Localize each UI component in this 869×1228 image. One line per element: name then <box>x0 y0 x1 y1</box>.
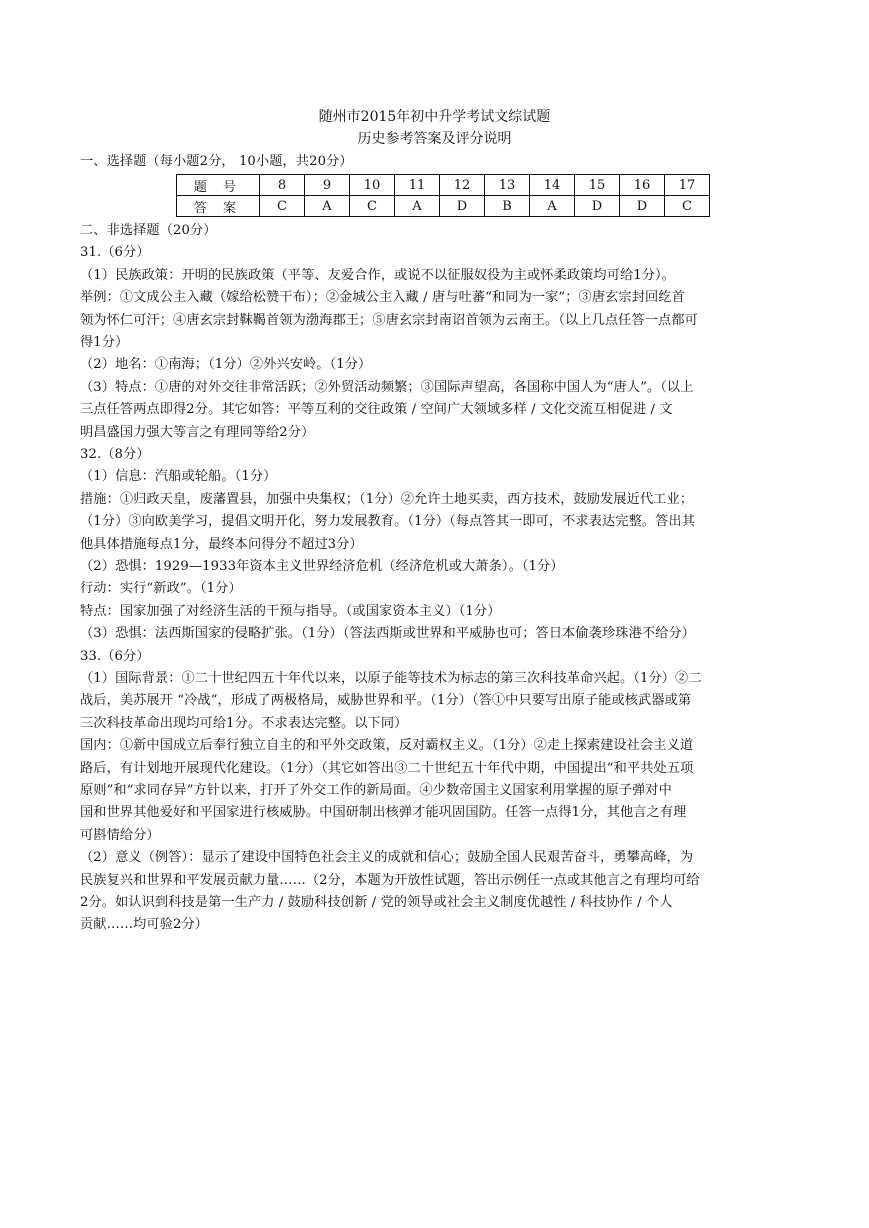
text-line: （2）地名：①南海；（1分）②外兴安岭。（1分） <box>80 357 372 373</box>
answer-table <box>176 174 710 217</box>
text-line: （1）民族政策：开明的民族政策（平等、友爱合作，或说不以征服奴役为主或怀柔政策均可给1分）。 <box>80 267 676 283</box>
text-line: 民族复兴和世界和平发展贡献力量……（2分，本题为开放性试题，答出示例任一点或其他言之有理均可给 <box>80 872 700 888</box>
table-cell: 15 <box>575 175 620 196</box>
table-cell: 12 <box>440 175 485 196</box>
table-cell: D <box>620 196 665 217</box>
table-row-numbers <box>177 175 710 196</box>
text-line: （3）特点：①唐的对外交往非常活跃；②外贸活动频繁；③国际声望高，各国称中国人为“唐人”。（以上 <box>80 379 694 395</box>
table-cell: 17 <box>665 175 710 196</box>
text-line: 得1分） <box>80 335 129 350</box>
text-line: 32.（8分） <box>80 447 150 462</box>
text-line: 二、非选择题（20分） <box>80 223 217 238</box>
text-line: 特点：国家加强了对经济生活的干预与指导。（或国家资本主义）（1分） <box>80 603 501 619</box>
text-line: 明昌盛国力强大等言之有理同等给2分） <box>80 424 315 440</box>
table-cell: C <box>665 196 710 217</box>
text-line: 33.（6分） <box>80 648 150 664</box>
table-cell: 9 <box>305 175 350 196</box>
section-choice-heading: 一、选择题（每小题2分， 10小题，共20分） <box>80 154 353 169</box>
text-line: 原则”和“求同存异”方针以来，打开了外交工作的新局面。④少数帝国主义国家利用掌握的原子弹对中 <box>80 783 672 798</box>
text-line: 路后，有计划地开展现代化建设。（1分）（其它如答出③二十世纪五十年代中期，中国提出“和平共处五项 <box>80 760 694 776</box>
text-line: （2）恐惧：1929—1933年资本主义世界经济危机（经济危机或大萧条）。（1分） <box>80 559 564 574</box>
text-line: 三点任答两点即得2分。其它如答：平等互利的交往政策 / 空间广大领域多样 / 文化交流互相促进 / 文 <box>80 402 673 418</box>
document-title: 随州市2015年初中升学考试文综试题 <box>318 109 551 125</box>
text-line: （1）信息：汽船或轮船。（1分） <box>80 469 277 485</box>
text-line: 举例：①文成公主入藏（嫁给松赞干布）；②金城公主入藏 / 唐与吐蕃“和同为一家”；③唐玄宗封回纥首 <box>80 290 685 306</box>
text-line: （1分）③向欧美学习，提倡文明开化，努力发展教育。（1分）（每点答其一即可，不求表达完整。答出其 <box>80 514 696 530</box>
table-row-answers <box>177 196 710 217</box>
table-cell: D <box>440 196 485 217</box>
text-line: 他具体措施每点1分，最终本问得分不超过3分） <box>80 536 363 552</box>
text-line: （3）恐惧：法西斯国家的侵略扩张。（1分）（答法西斯或世界和平威胁也可；答日本偷袭珍珠港不给分） <box>80 626 696 642</box>
table-cell: 16 <box>620 175 665 196</box>
text-line: 国内：①新中国成立后奉行独立自主的和平外交政策，反对霸权主义。（1分）②走上探索建设社会主义道 <box>80 738 694 754</box>
text-line: 行动：实行“新政”。（1分） <box>80 581 242 597</box>
table-cell: C <box>350 196 395 217</box>
table-header-number: 题 号 <box>177 175 260 196</box>
text-line: 31.（6分） <box>80 245 150 261</box>
text-line: 可斟情给分） <box>80 827 160 843</box>
table-cell: C <box>260 196 305 217</box>
text-line: 三次科技革命出现均可给1分。不求表达完整。以下同） <box>80 715 408 731</box>
table-cell: D <box>575 196 620 217</box>
table-cell: A <box>530 196 575 217</box>
text-line: 战后，美苏展开 “冷战”，形成了两极格局，威胁世界和平。（1分）（答①中只要写出原子能或核武器或第 <box>80 693 692 709</box>
text-line: 领为怀仁可汗；④唐玄宗封靺鞨首领为渤海郡王；⑤唐玄宗封南诏首领为云南王。（以上几点任答一点都可 <box>80 312 698 328</box>
text-line: 措施：①归政天皇，废藩置县，加强中央集权；（1分）②允许土地买卖，西方技术，鼓励发展近代工业； <box>80 491 694 507</box>
text-line: 国和世界其他爱好和平国家进行核威胁。中国研制出核弹才能巩固国防。任答一点得1分，其他言之有理 <box>80 805 687 821</box>
table-cell: 13 <box>485 175 530 196</box>
table-cell: 14 <box>530 175 575 196</box>
text-line: （1）国际背景：①二十世纪四五十年代以来，以原子能等技术为标志的第三次科技革命兴起。（1分）②二 <box>80 671 702 686</box>
table-header-answer: 答 案 <box>177 196 260 217</box>
table-cell: A <box>305 196 350 217</box>
text-line: 贡献……均可验2分） <box>80 917 209 933</box>
document-subtitle: 历史参考答案及评分说明 <box>357 131 512 147</box>
table-cell: 11 <box>395 175 440 196</box>
text-line: 2分。如认识到科技是第一生产力 / 鼓励科技创新 / 党的领导或社会主义制度优越性 / 科技协作 / 个人 <box>80 895 673 910</box>
table-cell: A <box>395 196 440 217</box>
table-cell: 10 <box>350 175 395 196</box>
table-cell: B <box>485 196 530 217</box>
table-cell: 8 <box>260 175 305 196</box>
text-line: （2）意义（例答）：显示了建设中国特色社会主义的成就和信心；鼓励全国人民艰苦奋斗，勇攀高峰，为 <box>80 850 694 866</box>
